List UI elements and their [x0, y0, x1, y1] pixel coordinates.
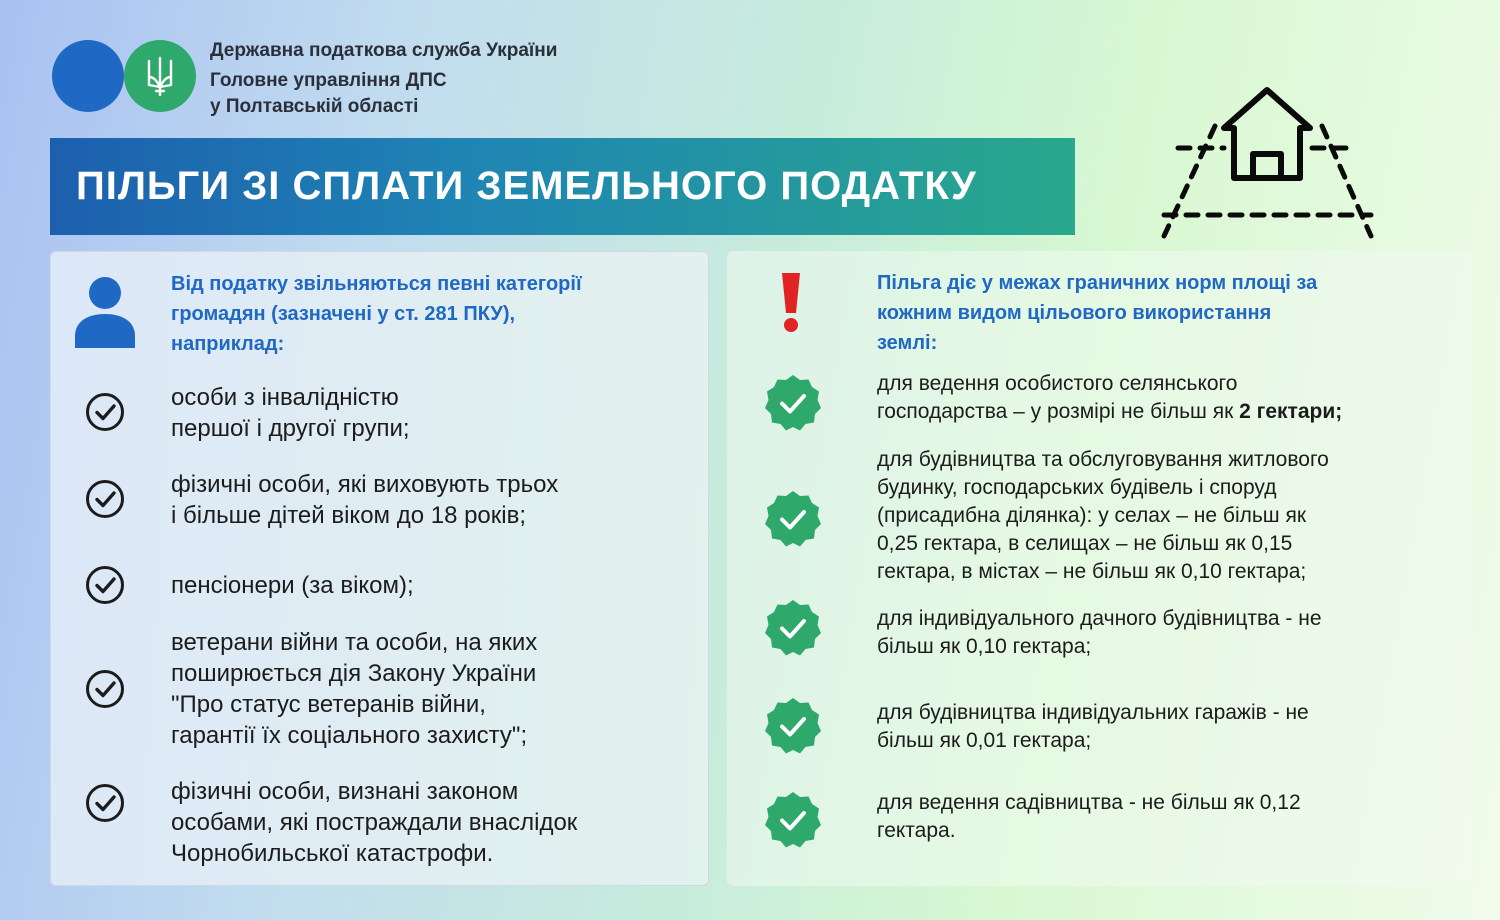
logo-green-circle — [124, 40, 196, 112]
check-badge-icon — [763, 598, 823, 658]
limit-item-text — [877, 370, 1342, 426]
title-banner — [50, 138, 1075, 235]
area-limits-panel — [727, 251, 1472, 886]
logo-blue-circle — [52, 40, 124, 112]
organization-name — [210, 38, 557, 120]
check-badge-icon — [763, 373, 823, 433]
check-circle-icon — [85, 783, 125, 823]
list-item-text: фізичні особи, визнані законом особами, які постраждали внаслідок Чорнобильської катастрофи. — [171, 778, 578, 867]
limit-item-text: для будівництва та обслуговування житлового будинку, господарських будівель і споруд (присадибна ділянка): у селах – не більш як 0,25 гектара, в селищах – не більш як 0,15 гектара, в містах – не більш як 0,10 гектара; — [877, 448, 1329, 583]
check-badge-icon — [763, 790, 823, 850]
page-title: ПІЛЬГИ ЗІ СПЛАТИ ЗЕМЕЛЬНОГО ПОДАТКУ — [76, 164, 977, 208]
limit-item-text-bold: 2 гектари; — [1239, 400, 1343, 423]
check-circle-icon — [85, 565, 125, 605]
list-item-text: ветерани війни та особи, на яких поширюється дія Закону України "Про статус ветеранів війни, гарантії їх соціального захисту"; — [171, 629, 538, 749]
person-icon — [73, 276, 137, 348]
trident-icon — [145, 55, 175, 97]
limit-item-text: для будівництва індивідуальних гаражів - не більш як 0,01 гектара; — [877, 701, 1309, 752]
check-badge-icon — [763, 489, 823, 549]
list-item-text: особи з інвалідністю першої і другої групи; — [171, 384, 410, 442]
org-line-1: Державна податкова служба України — [210, 40, 558, 61]
right-heading: Пільга діє у межах граничних норм площі за кожним видом цільового використання землі: — [877, 272, 1318, 354]
left-heading: Від податку звільняються певні категорії громадян (зазначені у ст. 281 ПКУ), наприклад: — [171, 273, 582, 355]
org-line-3: у Полтавській області — [210, 96, 419, 117]
dps-logo — [52, 40, 202, 114]
list-item-text: пенсіонери (за віком); — [171, 572, 414, 599]
check-circle-icon — [85, 669, 125, 709]
limit-item-text: для ведення садівництва - не більш як 0,12 гектара. — [877, 791, 1301, 842]
check-circle-icon — [85, 479, 125, 519]
exempt-categories-panel — [50, 251, 709, 886]
check-circle-icon — [85, 392, 125, 432]
limit-item-text: для індивідуального дачного будівництва - не більш як 0,10 гектара; — [877, 607, 1322, 658]
land-plot-house-icon — [1160, 84, 1375, 244]
check-badge-icon — [763, 696, 823, 756]
org-line-2: Головне управління ДПС — [210, 70, 447, 91]
limit-item-text-main: для ведення особистого селянського господарства – у розмірі не більш як — [877, 372, 1238, 423]
list-item-text: фізичні особи, які виховують трьох і більше дітей віком до 18 років; — [171, 471, 559, 529]
exclamation-icon — [779, 271, 803, 333]
